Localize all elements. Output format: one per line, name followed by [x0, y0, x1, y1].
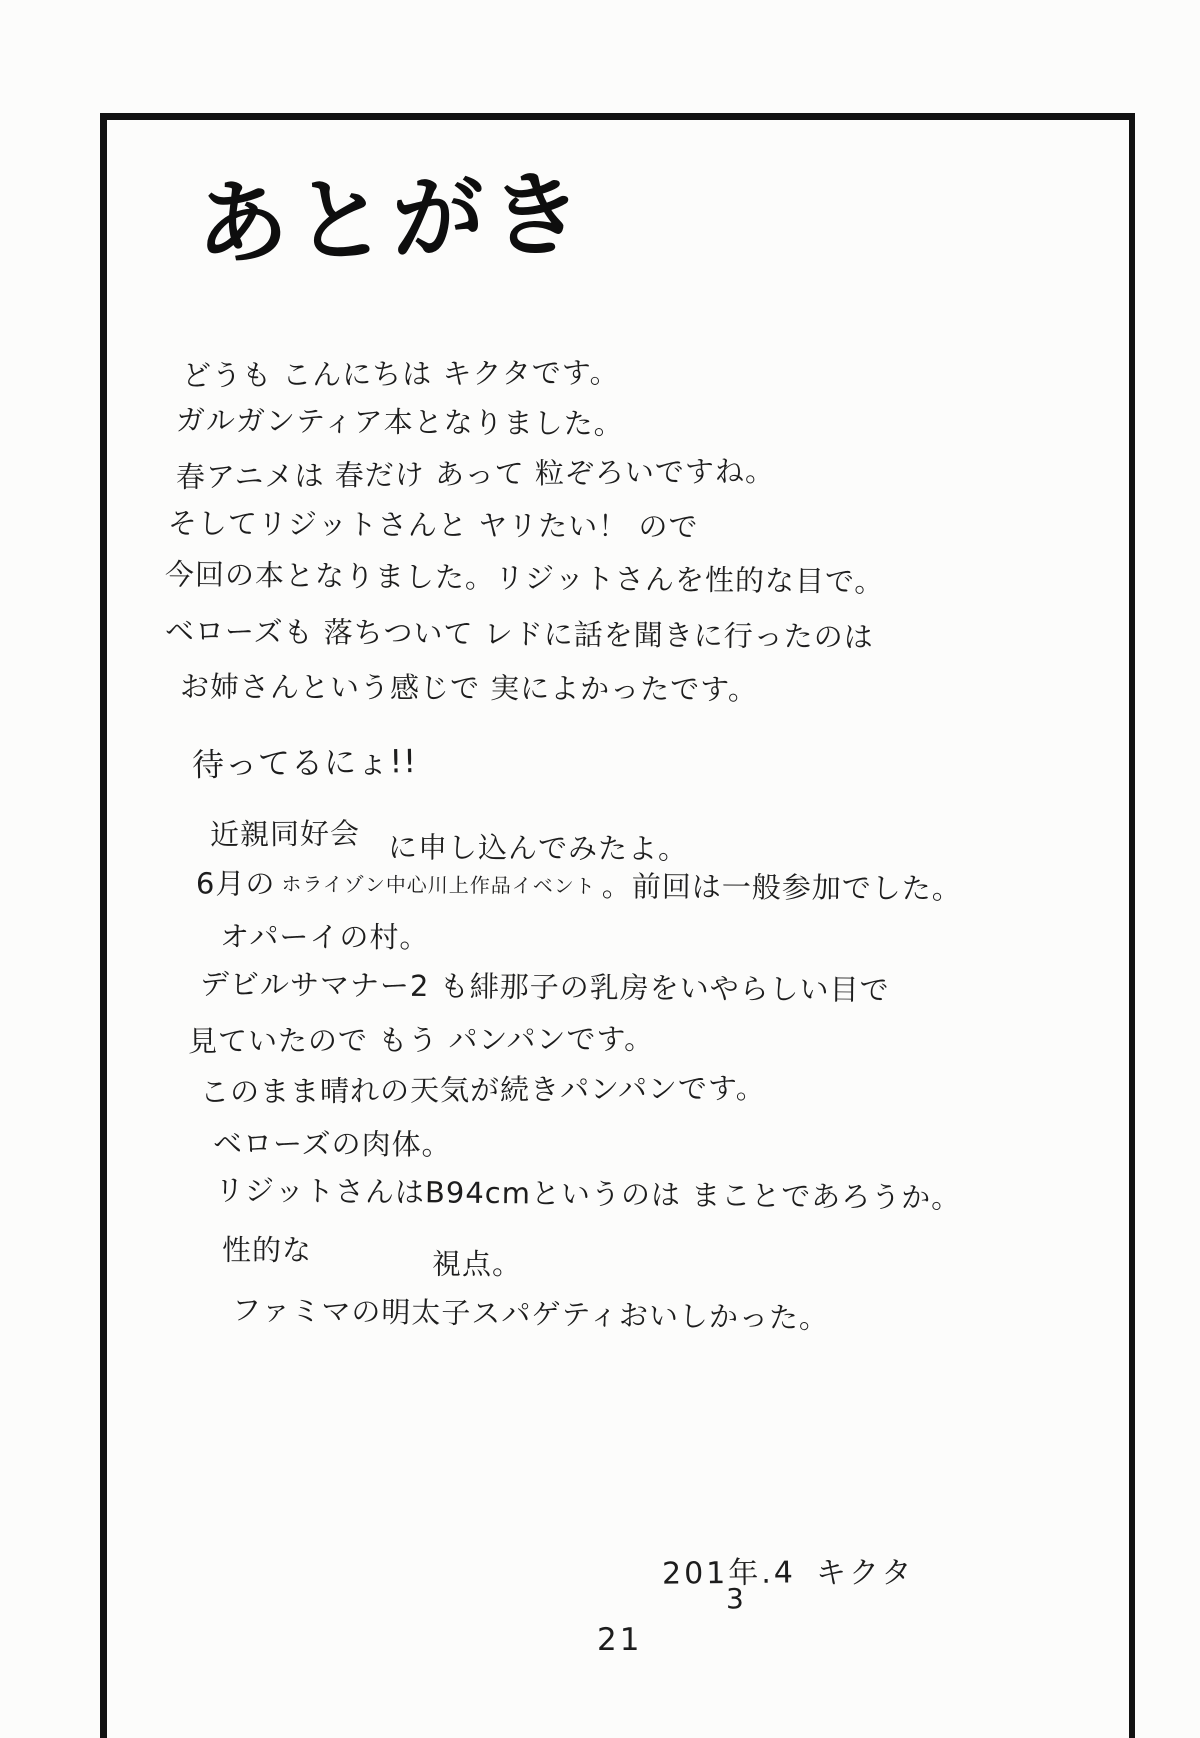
handwritten-line-1: どうも こんにちは キクタです。: [181, 355, 620, 393]
handwritten-line-17a: 性的な: [221, 1232, 313, 1268]
handwritten-line-10: [196, 861, 962, 907]
author-signature: キクタ: [816, 1556, 915, 1591]
date-correction: 3: [726, 1582, 747, 1615]
handwritten-line-9a: 近親同好会: [209, 816, 361, 852]
line-10-small-text: ホライゾン中心川上作品イベント: [281, 871, 596, 899]
handwritten-line-18: ファミマの明太子スパゲティおいしかった。: [231, 1292, 830, 1336]
page-number: 21: [597, 1622, 643, 1658]
handwritten-line-3: 春アニメは 春だけ あって 粒ぞろいですね。: [175, 453, 776, 495]
line-10-prefix: 6月の: [195, 866, 276, 901]
handwritten-line-7: お姉さんという感じで 実によかったです。: [179, 669, 758, 707]
handwritten-line-16: リジットさんはB94cmというのは まことであろうか。: [214, 1173, 962, 1215]
handwritten-line-5: 今回の本となりました。リジットさんを性的な目で。: [164, 557, 885, 599]
handwritten-line-13: 見ていたので もう パンパンです。: [187, 1021, 655, 1059]
date-text: 201年.4: [661, 1555, 797, 1592]
handwritten-line-11: オパーイの村。: [219, 919, 430, 955]
handwritten-line-8: 待ってるにょ!!: [191, 742, 418, 784]
handwritten-line-2: ガルガンティア本となりました。: [175, 403, 624, 441]
handwritten-line-4: そしてリジットさんと ヤリたい！ ので: [167, 506, 699, 544]
handwritten-line-12: デビルサマナー2 も緋那子の乳房をいやらしい目で: [199, 966, 890, 1008]
handwritten-line-6: ベローズも 落ちついて レドに話を聞きに行ったのは: [164, 613, 874, 655]
handwritten-line-15: ベローズの肉体。: [212, 1126, 452, 1162]
line-10-suffix: 。前回は一般参加でした。: [601, 869, 962, 906]
afterword-title: あとがき: [194, 159, 590, 279]
handwritten-line-9b: に申し込んでみたよ。: [387, 830, 689, 866]
handwritten-line-14: このまま晴れの天気が続きパンパンです。: [199, 1071, 766, 1109]
handwritten-line-17b: 視点。: [431, 1246, 523, 1282]
